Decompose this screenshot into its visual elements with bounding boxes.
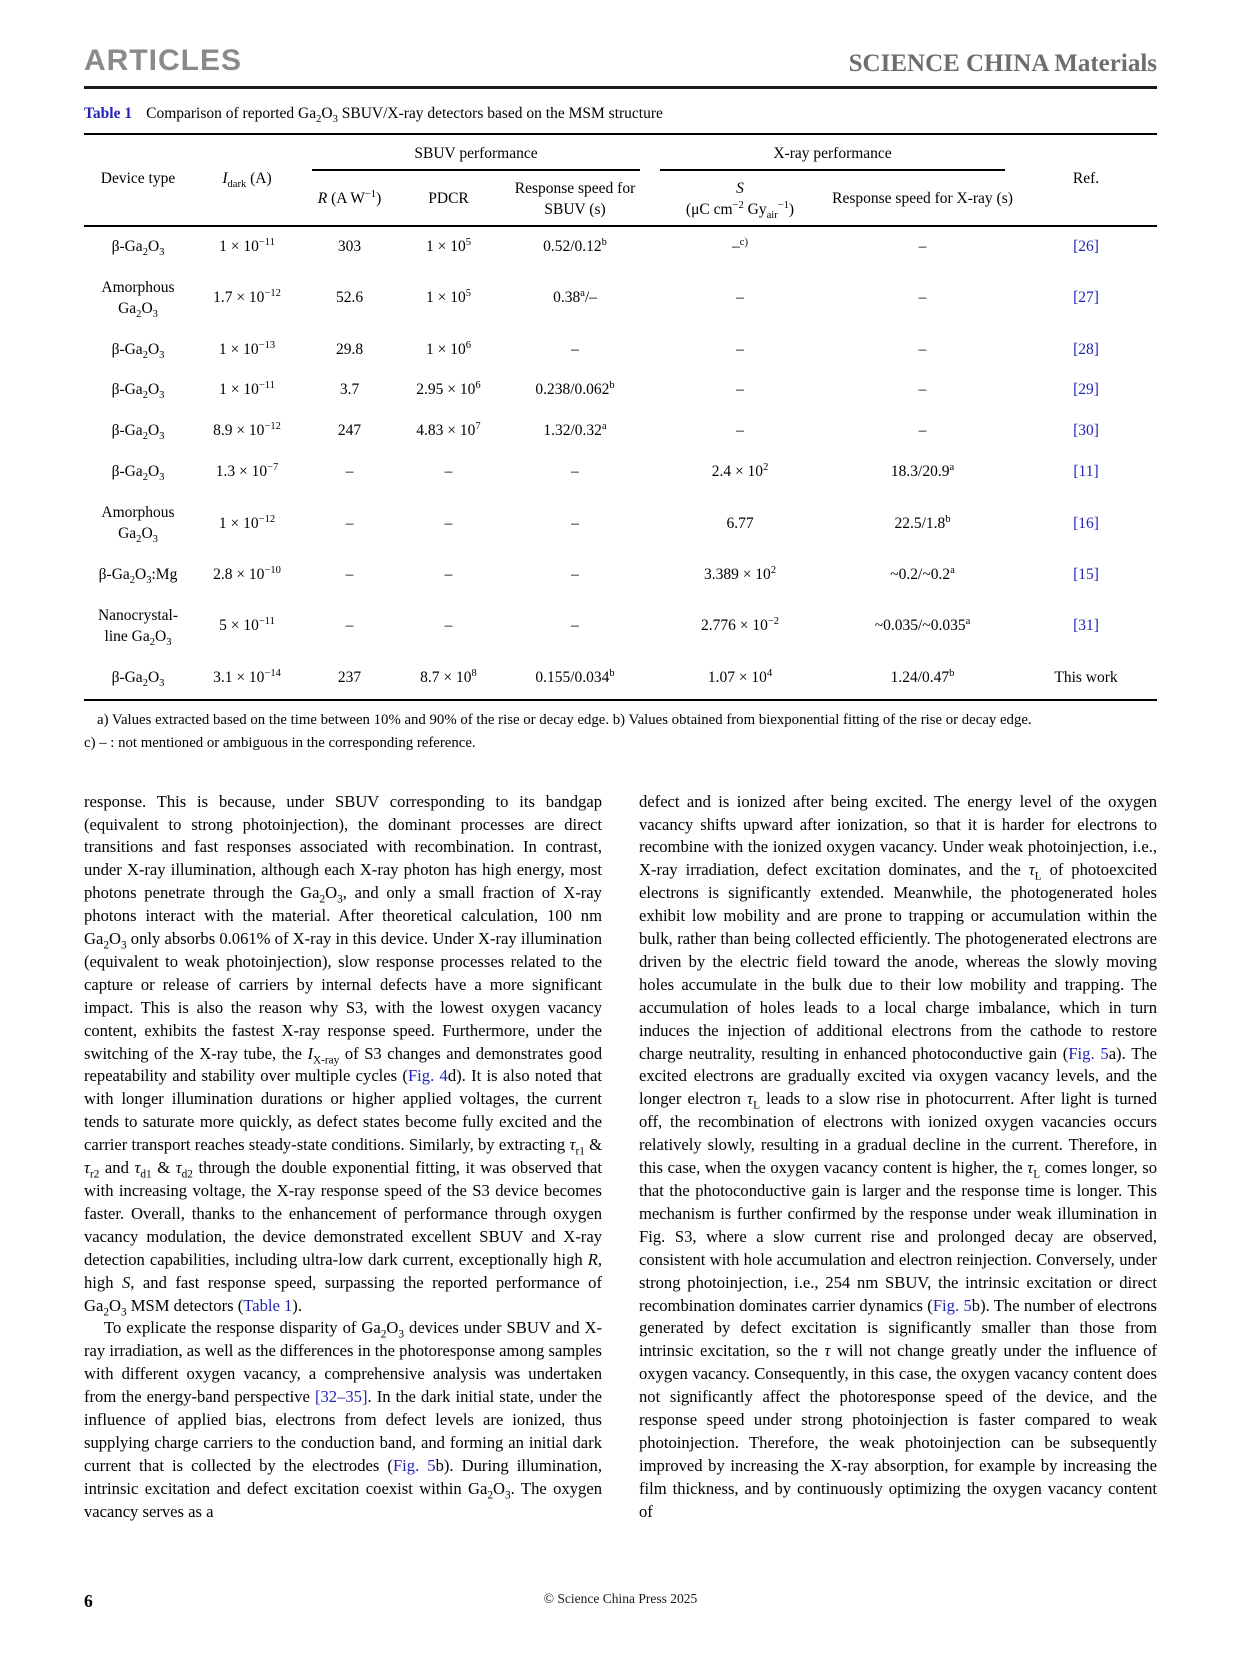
group-header-xray-label: X-ray performance <box>660 139 1005 171</box>
footnote-c: c) – : not mentioned or ambiguous in the corresponding reference. <box>84 734 476 751</box>
table-row <box>84 226 1157 268</box>
table-cell: $8.9 \times 10^{-12}$ <box>213 421 281 440</box>
table-row <box>84 555 1157 596</box>
table-cell: 18.3/20.9$^a$ <box>890 462 955 481</box>
table-cell: – <box>345 463 354 481</box>
table-cell: – <box>918 289 927 307</box>
table-cell <box>1015 226 1157 268</box>
table-cell: – <box>571 566 579 584</box>
table-cell: Amorphous $Ga_2O_3$ <box>101 504 175 546</box>
reference-link[interactable]: Fig. 5 <box>1068 1043 1109 1063</box>
table-cell: 6.77 <box>726 514 754 532</box>
table-cell: $1 \times 10^{-13}$ <box>218 339 276 358</box>
table-cell: $1 \times 10^{-11}$ <box>219 236 275 255</box>
table-cell: $\beta-Ga_2O_3$ <box>111 237 165 258</box>
table-cell: – <box>736 422 744 440</box>
table-cell: $1.7 \times 10^{-12}$ <box>213 287 281 307</box>
table-cell: – <box>345 566 354 584</box>
table-cell: $\beta-Ga_2O_3:Mg$ <box>98 566 178 587</box>
copyright-notice: © Science China Press 2025 <box>543 1591 698 1606</box>
table-cell: $5 \times 10^{-11}$ <box>219 616 275 635</box>
table-label: Table 1 <box>84 105 133 122</box>
group-header-sbuv-label: SBUV performance <box>312 139 640 171</box>
reference-link[interactable]: Fig. 5 <box>932 1295 972 1315</box>
table-cell: 0.238/0.062$^b$ <box>535 380 615 399</box>
table-cell <box>1015 411 1157 452</box>
table-cell: 52.6 <box>335 289 364 307</box>
table-cell: – <box>918 381 927 399</box>
table-row <box>84 452 1157 493</box>
table-cell: $1 \times 10^{-11}$ <box>219 380 275 399</box>
running-head <box>84 46 1157 76</box>
table-cell: 29.8 <box>335 340 364 358</box>
body-paragraph: response. This is because, under SBUV corresponding to its bandgap (equivalent to strong photoinjection), the dominant processes are direct transitions and fast responses associated with recombination. In contrast, under X-ray illumination, although each X-ray photon has high energy, most photons penetrate through the $Ga_2O_3$, and only a small fraction of X-ray photons interact with the material. After theoretical calculation, 100 nm $Ga_2O_3$ only absorbs 0.061% of X-ray in this device. Under X-ray illumination (equivalent to weak photoinjection), slow response processes related to the capture or release of carriers by internal defects have a more significant impact. This is also the reason why S3, with the lowest oxygen vacancy content, exhibits the fastest X-ray response speed. Furthermore, under the switching of the X-ray tube, the $I_{X-ray}$ of S3 changes and demonstrates good repeatability and stability over multiple cycles (Fig. 4d). It is also noted that with longer illumination durations or higher applied voltages, the current tends to saturate more quickly, as defect states become fully excited and the carrier transport reaches steady-state conditions. Similarly, by extracting $\tau_{r1}$ & $\tau_{r2}$ and $\tau_{d1}$ & $\tau_{d2}$ through the double exponential fitting, it was observed that with increasing voltage, the X-ray response speed of the S3 device becomes faster. Overall, thanks to the enhancement of performance through oxygen vacancy modulation, the device demonstrated excellent SBUV and X-ray detection capabilities, including ultra-low dark current, exceptionally high R, high S, and fast response speed, surpassing the reported performance of $Ga_2O_3$ MSM detectors (Table 1). <box>84 791 603 1318</box>
page-number: 6 <box>84 1591 93 1611</box>
reference-link[interactable]: [31] <box>1073 617 1099 635</box>
section-label: ARTICLES <box>84 44 242 77</box>
table-cell <box>1015 452 1157 493</box>
table-cell: $1 \times 10^5$ <box>425 236 471 255</box>
reference-link[interactable]: [28] <box>1073 340 1099 358</box>
table-cell: $1 \times 10^{-12}$ <box>218 513 276 532</box>
table-cell: $\beta-Ga_2O_3$ <box>111 463 165 484</box>
table-cell: 303 <box>337 237 362 255</box>
table-cell: $1.07 \times 10^4$ <box>707 667 773 686</box>
reference-link[interactable]: [16] <box>1073 514 1099 532</box>
table-cell: – <box>571 514 579 532</box>
reference-link[interactable]: [26] <box>1073 237 1099 255</box>
table-cell: – <box>571 340 579 358</box>
reference-link[interactable]: Fig. 5 <box>392 1455 436 1475</box>
table-footnotes <box>84 709 1157 755</box>
table-row <box>84 658 1157 700</box>
table-cell: $1 \times 10^6$ <box>425 339 471 358</box>
table-cell: 22.5/1.8$^b$ <box>894 513 951 532</box>
table-cell: – <box>736 381 744 399</box>
table-body <box>84 226 1157 700</box>
table-cell: $3.1 \times 10^{-14}$ <box>213 667 281 686</box>
table-cell: $3.389 \times 10^2$ <box>703 564 777 584</box>
comparison-table <box>84 133 1157 701</box>
table-cell: $8.7 \times 10^8$ <box>420 667 477 686</box>
table-cell <box>1015 596 1157 658</box>
group-header-sbuv <box>302 134 650 175</box>
body-paragraph: defect and is ionized after being excited. The energy level of the oxygen vacancy shifts upward after ionization, so that it is harder for electrons to recombine with the ionized oxygen vacancy. Under weak photoinjection, i.e., X-ray irradiation, defect excitation dominates, and the $\tau_L$ of photoexcited electrons is significantly extended. Meanwhile, the photogenerated holes exhibit low mobility and are prone to trapping or accumulation within the bulk, rather than being collected efficiently. The photogenerated electrons are driven by the electric field toward the anode, whereas the slowly moving holes accumulate in the bulk due to their low mobility and trapping. The accumulation of holes leads to a local charge imbalance, which in turn induces the injection of additional electrons from the cathode to restore charge neutrality, resulting in enhanced photoconductive gain (Fig. 5a). The excited electrons are gradually excited via oxygen vacancy levels, and the longer electron $\tau_L$ leads to a slow rise in photocurrent. After light is turned off, the recombination of electrons with ionized oxygen vacancies occurs relatively slowly, resulting in a gradual decline in the current. Therefore, in this case, when the oxygen vacancy content is higher, the $\tau_L$ comes longer, so that the photoconductive gain is larger and the response time is longer. This mechanism is further confirmed by the response under weak illumination in Fig. S3, where a slow current rise and prolonged decay are observed, consistent with hole accumulation and electron reinjection. Conversely, under strong photoinjection, i.e., 254 nm SBUV, the intrinsic excitation or direct recombination dominates carrier dynamics (Fig. 5b). The number of electrons generated by defect excitation is significantly smaller than those from intrinsic excitation, so the τ will not change greatly under the influence of oxygen vacancy. Consequently, in this case, the oxygen vacancy content does not significantly affect the photoresponse speed of the device, and the response speed under strong photoinjection is faster compared to weak photoinjection. Therefore, the weak photoinjection can be subsequently improved by increasing the X-ray absorption, for example by increasing the film thickness, and by continuously optimizing the oxygen vacancy content of <box>639 791 1158 1521</box>
reference-link[interactable]: [29] <box>1073 381 1099 399</box>
table-cell: $\beta-Ga_2O_3$ <box>111 340 165 361</box>
footnote-a-b: a) Values extracted based on the time between 10% and 90% of the rise or decay edge. b) Values obtained from biexponential fitting of the rise or decay edge. <box>97 711 1032 728</box>
col-header-responsivity: R (A $W^{-1}$) <box>317 189 382 208</box>
reference-link[interactable]: [27] <box>1073 289 1099 307</box>
table-cell: $2.8 \times 10^{-10}$ <box>213 564 281 584</box>
table-cell: $2.4 \times 10^2$ <box>711 462 769 481</box>
table-cell: $2.95 \times 10^6$ <box>416 380 481 399</box>
table-cell: – <box>918 340 927 358</box>
table-cell: – <box>444 617 453 635</box>
col-header-device-type: Device type <box>100 170 176 188</box>
reference-link[interactable]: [11] <box>1073 463 1099 481</box>
table-header <box>84 134 1157 226</box>
table-cell: 1.24/0.47$^b$ <box>890 667 955 686</box>
reference-link[interactable]: [30] <box>1073 422 1099 440</box>
table-cell: – <box>918 422 927 440</box>
table-cell: $2.776 \times 10^{-2}$ <box>700 616 780 635</box>
reference-link[interactable]: Fig. 4 <box>407 1066 448 1086</box>
table-row <box>84 330 1157 371</box>
table-cell: 247 <box>337 422 362 440</box>
table-cell: $4.83 \times 10^7$ <box>416 421 481 440</box>
table-cell: $\beta-Ga_2O_3$ <box>111 422 165 443</box>
table-row <box>84 370 1157 411</box>
table-cell: $1 \times 10^5$ <box>425 287 471 307</box>
col-header-idark: $I_{dark}$ (A) <box>222 170 272 191</box>
table-cell: $\beta-Ga_2O_3$ <box>111 668 165 689</box>
table-cell: – <box>918 237 927 255</box>
table-row <box>84 411 1157 452</box>
table-cell: $\beta-Ga_2O_3$ <box>111 381 165 402</box>
table-cell: – <box>345 617 354 635</box>
col-header-response-speed-sbuv: Response speed for SBUV (s) <box>514 179 636 218</box>
table-cell: 1.32/0.32$^a$ <box>543 421 607 440</box>
table-cell: – <box>571 463 579 481</box>
table-cell <box>1015 330 1157 371</box>
table-cell: –$^{c)}$ <box>732 236 748 255</box>
reference-link[interactable]: [15] <box>1073 566 1099 584</box>
table-row <box>84 596 1157 658</box>
table-cell: ~0.035/~0.035$^a$ <box>874 616 971 635</box>
table-caption <box>84 105 1157 126</box>
table-cell <box>1015 493 1157 555</box>
reference-link[interactable]: [32–35] <box>314 1387 368 1407</box>
table-cell: – <box>736 340 744 358</box>
table-cell: This work <box>1054 668 1118 686</box>
table-row <box>84 493 1157 555</box>
header-rule <box>84 86 1157 89</box>
table-caption-text: Comparison of reported $Ga_2O_3$ SBUV/X-ray detectors based on the MSM structure <box>146 105 663 126</box>
col-header-sensitivity <box>650 175 830 226</box>
table-cell: ~0.2/~0.2$^a$ <box>890 564 955 584</box>
table-cell: – <box>571 617 579 635</box>
table-cell: – <box>444 463 453 481</box>
table-cell: 0.52/0.12$^b$ <box>543 236 607 255</box>
col-header-pdcr: PDCR <box>428 190 469 208</box>
body-text <box>84 791 1157 1524</box>
table-cell: – <box>444 566 453 584</box>
col-header-response-speed-xray: Response speed for X-ray (s) <box>832 190 1013 208</box>
table-cell: 3.7 <box>339 381 360 399</box>
table-cell: – <box>345 514 354 532</box>
table-cell <box>1015 555 1157 596</box>
page-footer <box>84 1591 1157 1612</box>
table-cell: 0.38$^a$/– <box>553 287 597 307</box>
body-column-right <box>639 791 1157 1524</box>
group-header-xray <box>650 134 1015 175</box>
col-header-sensitivity-units: (μC $cm^{-2}$ $Gy_{air}^{-1}$) <box>685 199 795 221</box>
table-cell <box>1015 268 1157 330</box>
table-cell: – <box>736 289 744 307</box>
table-cell: 0.155/0.034$^b$ <box>535 667 615 686</box>
table-cell: Amorphous $Ga_2O_3$ <box>101 278 175 320</box>
body-column-left <box>84 791 602 1524</box>
body-paragraph: To explicate the response disparity of $Ga_2O_3$ devices under SBUV and X-ray irradiation, as well as the differences in the photoresponse among samples with different oxygen vacancy, a comprehensive analysis was undertaken from the energy-band perspective [32–35]. In the dark initial state, under the influence of applied bias, electrons from defect levels are ionized, thus supplying charge carriers to the conduction band, and forming an initial dark current that is collected by the electrodes (Fig. 5b). During illumination, intrinsic excitation and defect excitation coexist within $Ga_2O_3$. The oxygen vacancy serves as a <box>84 1318 603 1521</box>
table-cell: Nanocrystal-line $Ga_2O_3$ <box>97 606 179 648</box>
table-cell: $1.3 \times 10^{-7}$ <box>215 462 279 481</box>
journal-title: SCIENCE CHINA Materials <box>848 50 1157 77</box>
col-header-sensitivity-symbol: S <box>736 179 744 197</box>
table-row <box>84 268 1157 330</box>
col-header-ref: Ref. <box>1072 170 1100 188</box>
table-cell <box>1015 370 1157 411</box>
table-cell: 237 <box>337 668 362 686</box>
reference-link[interactable]: Table 1 <box>243 1295 293 1315</box>
table-cell: – <box>444 514 453 532</box>
